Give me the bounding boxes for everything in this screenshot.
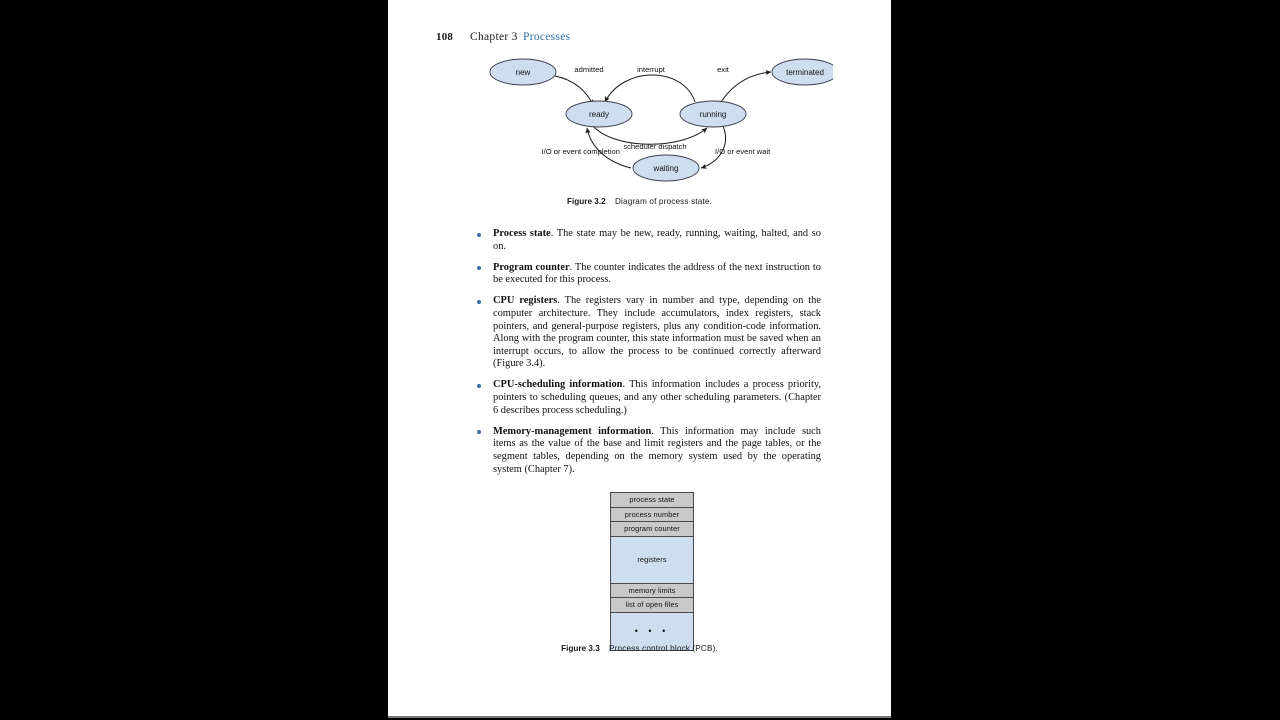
pcb-row-list-of-open-files: list of open files (611, 598, 693, 613)
figure-3-3-caption-label: Figure 3.3 (561, 644, 600, 653)
list-item-body: . The state may be new, ready, running, waiting, halted, and so on. (493, 228, 821, 252)
pcb-attribute-list (473, 228, 821, 476)
figure-3-2-caption-label: Figure 3.2 (566, 197, 606, 206)
chapter-title: Processes (523, 31, 571, 43)
edge-label-exit: exit (717, 65, 729, 74)
edge-running-to-ready (605, 75, 695, 102)
bullet-icon (477, 430, 481, 434)
chapter-label: Chapter 3 (470, 31, 518, 43)
bullet-icon (477, 384, 481, 388)
node-ready-label: ready (588, 110, 610, 119)
list-item-term: Program counter (493, 261, 570, 273)
list-item-term: Memory-management information (493, 425, 652, 437)
ellipsis-icon: • • • (634, 625, 670, 636)
pcb-row-process-number: process number (611, 508, 693, 523)
pcb-row-process-state: process state (611, 493, 693, 508)
figure-3-2-caption-text: Diagram of process state. (614, 197, 712, 206)
figure-process-state-diagram (483, 50, 833, 190)
page-number: 108 (436, 31, 454, 43)
list-item (473, 379, 821, 417)
figure-process-control-block (610, 492, 694, 651)
bullet-icon (477, 266, 481, 270)
edge-label-io-event-completion: I/O or event completion (541, 147, 620, 156)
node-ready (566, 101, 632, 127)
list-item-term: Process state (493, 228, 551, 239)
edge-label-scheduler-dispatch: scheduler dispatch (623, 142, 687, 151)
list-item-body: . The counter indicates the address of the next instruction to be executed for this process. (493, 261, 821, 286)
node-terminated (772, 59, 833, 85)
figure-3-3-caption (388, 644, 891, 653)
list-item-term: CPU registers (493, 295, 558, 307)
list-item (473, 426, 821, 476)
edge-new-to-ready (555, 76, 593, 105)
pcb-row-registers: registers (611, 537, 693, 584)
list-item (473, 295, 821, 371)
list-item-body: . The registers vary in number and type, depending on the computer architecture. They include accumulators, index registers, stack pointers, and general-purpose registers, plus any condition-code information. Along with the program counter, this state information must be saved when an interrupt occurs, to allow the process to be continued correctly afterward (Figure 3.4). (493, 295, 821, 370)
node-waiting (633, 155, 699, 181)
edge-label-interrupt: interrupt (637, 65, 665, 74)
document-page (388, 0, 891, 718)
edge-label-io-event-wait: I/O or event wait (715, 147, 771, 156)
node-terminated-label: terminated (786, 68, 824, 77)
running-header (388, 31, 891, 49)
list-item (473, 262, 821, 287)
node-running (680, 101, 746, 127)
edge-label-admitted: admitted (574, 65, 604, 74)
edge-running-to-terminated (721, 72, 771, 102)
list-item (473, 228, 821, 253)
bullet-icon (477, 300, 481, 304)
figure-3-3-caption-text: Process control block (PCB). (609, 644, 718, 653)
node-running-label: running (699, 110, 727, 119)
pcb-row-memory-limits: memory limits (611, 584, 693, 599)
node-new-label: new (515, 68, 531, 77)
node-new (490, 59, 556, 85)
node-waiting-label: waiting (653, 164, 679, 173)
list-item-body: . This information includes a process priority, pointers to scheduling queues, and any other scheduling parameters. (Chapter 6 describes process scheduling.) (493, 379, 822, 416)
pcb-row-program-counter: program counter (611, 522, 693, 537)
bullet-icon (477, 233, 481, 237)
list-item-term: CPU-scheduling information (493, 379, 623, 391)
figure-3-2-caption (388, 197, 891, 206)
list-item-body: . This information may include such items as the value of the base and limit registers and the page tables, or the segment tables, depending on the memory system used by the operating system (Chapter 7). (493, 425, 821, 475)
